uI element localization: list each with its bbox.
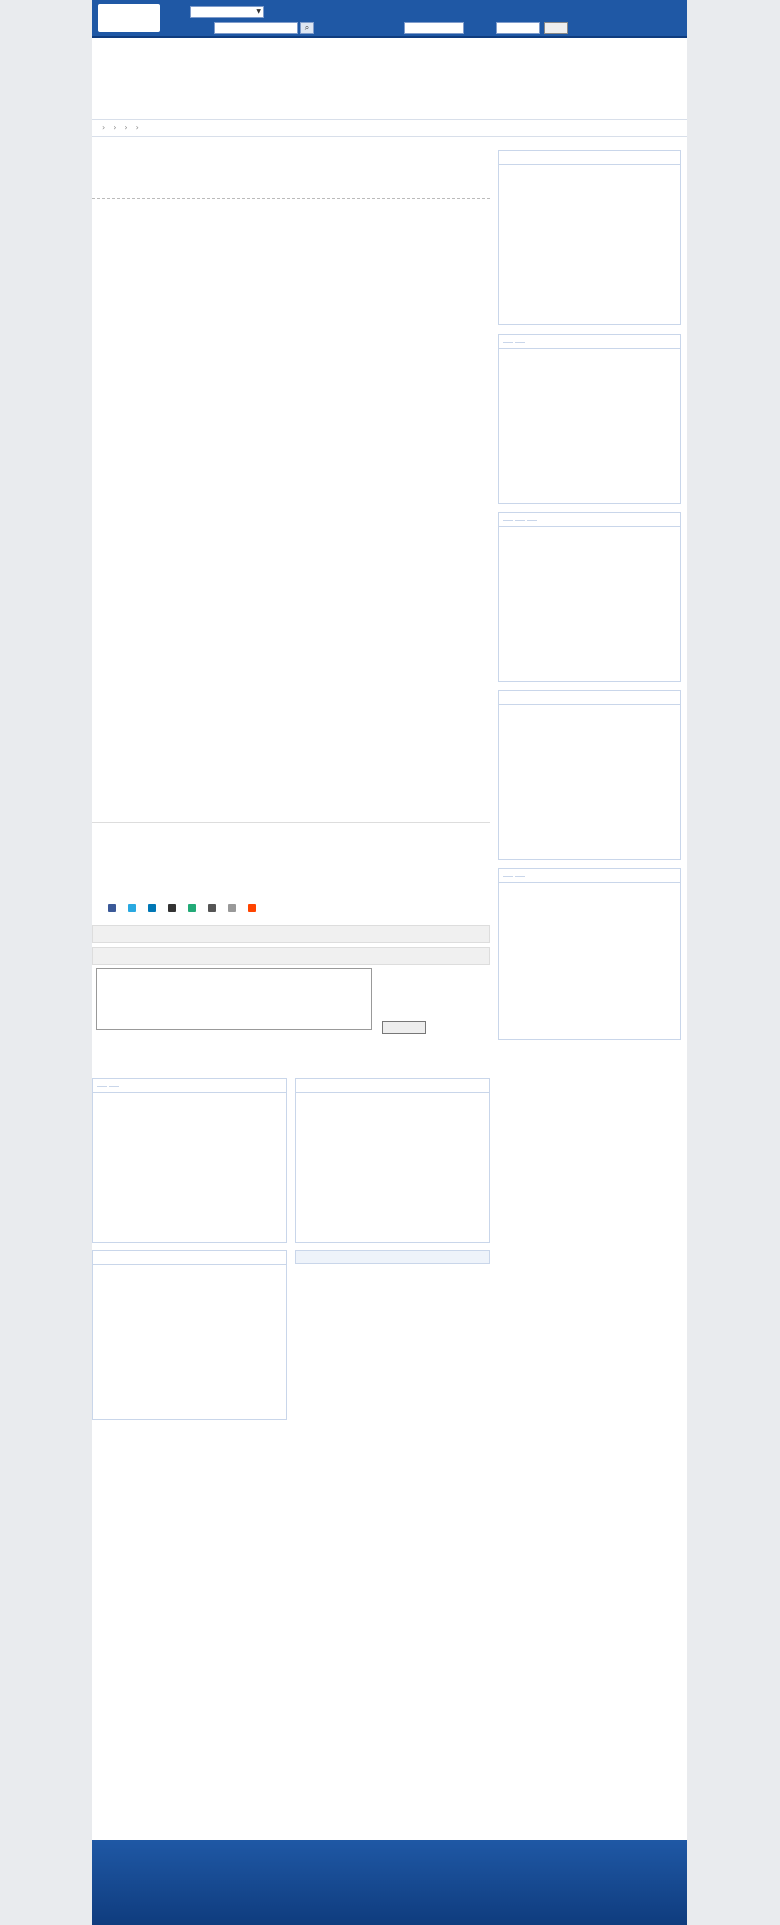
share-linkedin[interactable] (148, 903, 158, 912)
today-box (498, 150, 681, 325)
blog-list (499, 883, 680, 887)
picks-list (93, 1265, 286, 1269)
share-delicious[interactable] (168, 903, 178, 912)
tags-bar (92, 925, 490, 943)
world-box (295, 1078, 490, 1243)
share-myspace[interactable] (208, 903, 218, 912)
tab-related-topics[interactable] (109, 1086, 119, 1087)
tab-related-articles[interactable] (97, 1086, 107, 1087)
page (92, 0, 687, 1925)
related-list (93, 1093, 286, 1097)
site-select[interactable] (190, 6, 264, 18)
comment-textarea[interactable] (96, 968, 372, 1030)
share-reddit[interactable] (248, 903, 258, 912)
footer (92, 1840, 687, 1925)
share-digg[interactable] (228, 903, 238, 912)
reader-list (499, 527, 680, 531)
search-input[interactable] (214, 22, 298, 34)
login-button[interactable] (544, 22, 568, 34)
related-box (92, 1078, 287, 1243)
share-buzz[interactable] (188, 903, 198, 912)
photo-box (498, 690, 681, 860)
tab-most-email[interactable] (515, 520, 525, 521)
header (92, 0, 687, 38)
main-nav (92, 42, 687, 56)
hot-list (499, 349, 680, 353)
blog-box (498, 868, 681, 1040)
share-bar (98, 903, 484, 912)
tab-ranking[interactable] (515, 342, 525, 343)
site-logo[interactable] (98, 4, 160, 32)
reader-box (498, 512, 681, 682)
world-list (296, 1093, 489, 1097)
username-input[interactable] (404, 22, 464, 34)
today-list (499, 165, 680, 169)
article-points (98, 490, 484, 500)
tab-recommended-blogs[interactable] (515, 876, 525, 877)
tab-most-discussed[interactable] (527, 520, 537, 521)
share-twitter[interactable] (128, 903, 138, 912)
report-line (92, 822, 490, 831)
tab-most-recommended[interactable] (503, 520, 513, 521)
search-icon[interactable]: ⌕ (300, 22, 314, 34)
comment-bar (92, 947, 490, 965)
photo-list (499, 705, 680, 709)
tab-latest[interactable] (503, 342, 513, 343)
tab-hot-blogs[interactable] (503, 876, 513, 877)
article-tools (92, 186, 490, 199)
empty-box (295, 1250, 490, 1264)
hot-box (498, 334, 681, 504)
share-facebook[interactable] (108, 903, 118, 912)
picks-box (92, 1250, 287, 1420)
top-links (270, 7, 320, 16)
password-input[interactable] (496, 22, 540, 34)
breadcrumb: › › › › (92, 119, 687, 137)
submit-comment-button[interactable] (382, 1021, 426, 1034)
